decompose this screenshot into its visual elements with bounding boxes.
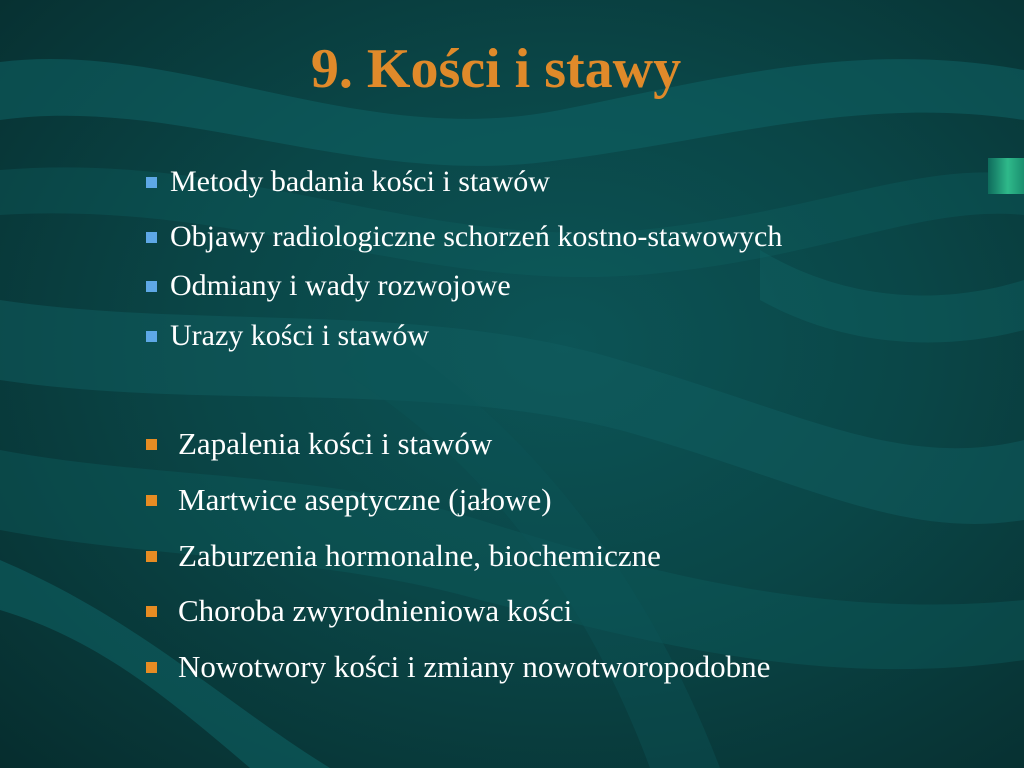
square-bullet-icon — [146, 331, 157, 342]
list-item-label: Martwice aseptyczne (jałowe) — [178, 482, 552, 517]
list-item-label: Urazy kości i stawów — [170, 319, 430, 352]
square-bullet-icon — [146, 232, 157, 243]
list-item-label: Zaburzenia hormonalne, biochemiczne — [178, 538, 661, 573]
square-bullet-icon — [146, 551, 157, 562]
square-bullet-icon — [146, 281, 157, 292]
square-bullet-icon — [146, 495, 157, 506]
list-item-label: Odmiany i wady rozwojowe — [170, 269, 511, 302]
slide-title: 9. Kości i stawy — [310, 38, 682, 100]
slide-edge-tab — [988, 158, 1024, 194]
list-item-label: Zapalenia kości i stawów — [178, 426, 493, 461]
square-bullet-icon — [146, 662, 157, 673]
list-item-label: Choroba zwyrodnieniowa kości — [178, 593, 573, 628]
list-item-label: Nowotwory kości i zmiany nowotworopodobne — [178, 649, 771, 684]
square-bullet-icon — [146, 177, 157, 188]
square-bullet-icon — [146, 606, 157, 617]
list-item-label: Metody badania kości i stawów — [170, 165, 550, 198]
square-bullet-icon — [146, 439, 157, 450]
list-item-label: Objawy radiologiczne schorzeń kostno-stawowych — [170, 220, 783, 253]
